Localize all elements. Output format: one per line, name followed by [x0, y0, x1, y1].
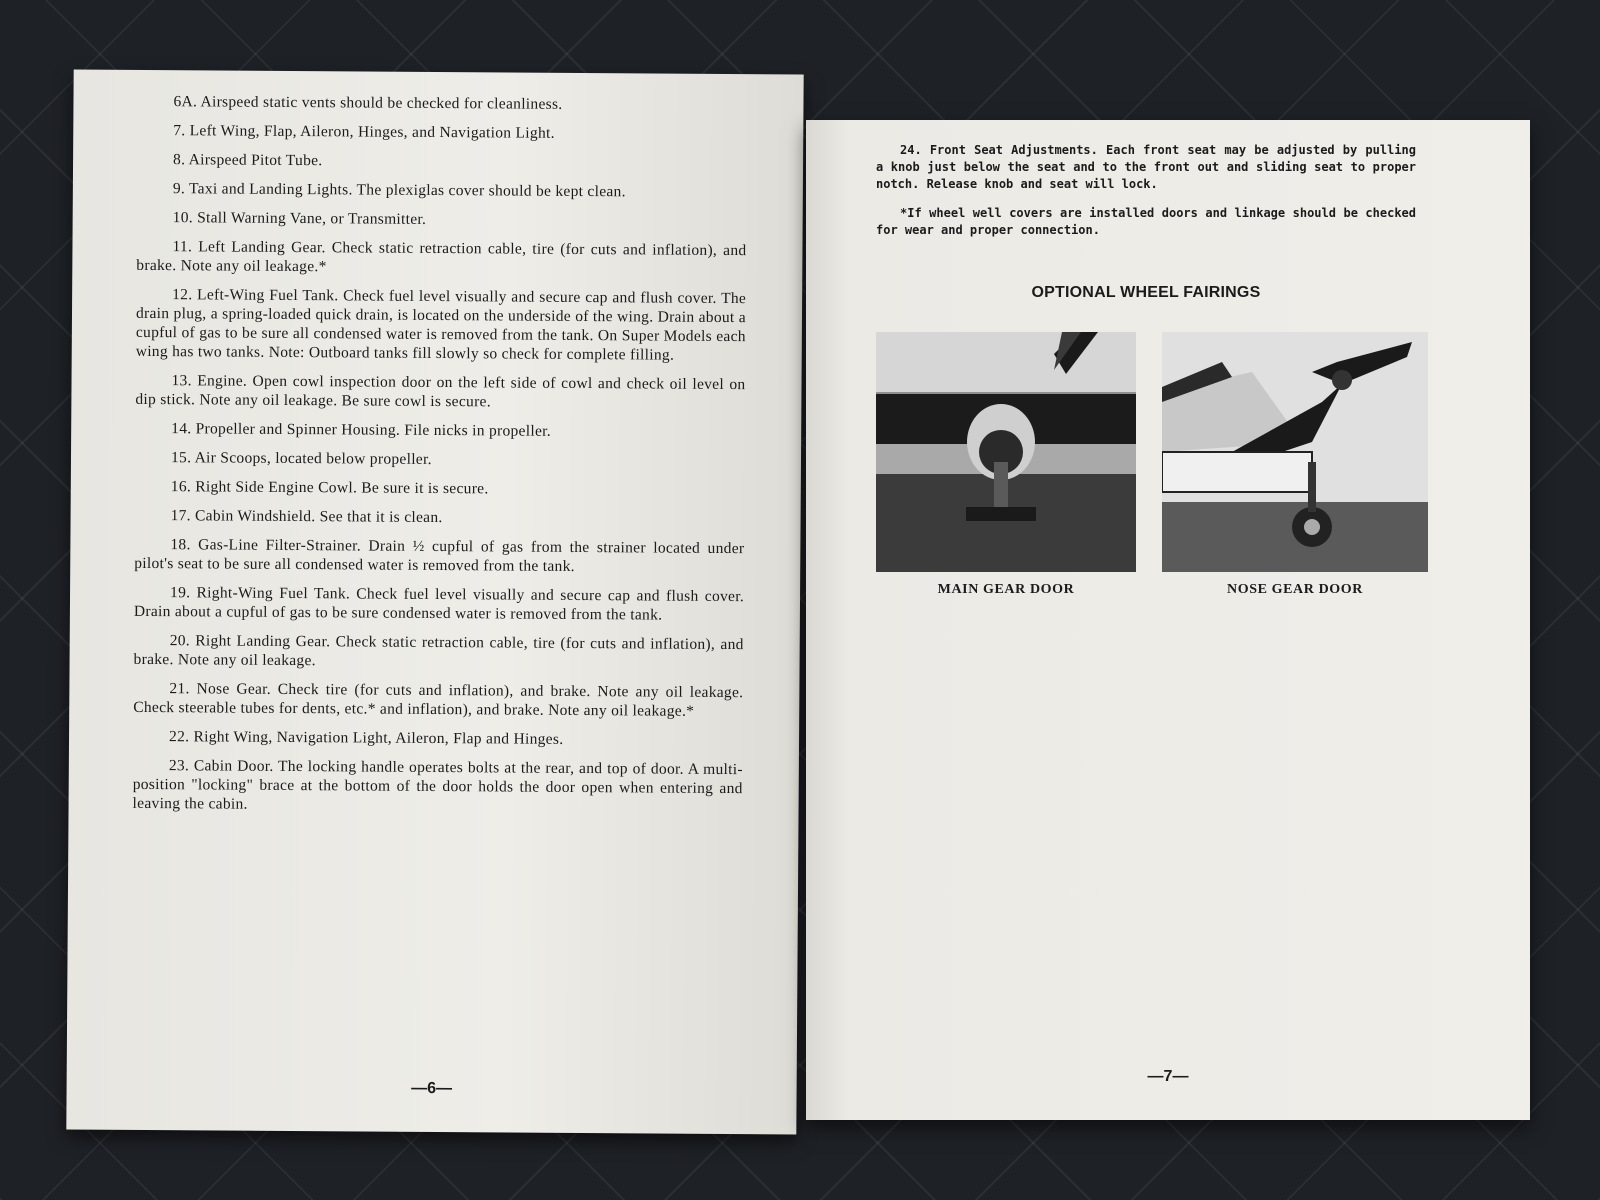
- item-22: 22. Right Wing, Navigation Light, Aileron, Flap and Hinges.: [168, 728, 564, 748]
- item-13: 13. Engine. Open cowl inspection door on the left side of cowl and check oil level on dip stick. Note any oil leakage. Be sure cowl is secure.: [135, 372, 746, 411]
- wheel-well-note: *If wheel well covers are installed doors and linkage should be checked for wear and proper connection.: [876, 206, 1416, 237]
- open-booklet: [70, 72, 1530, 1132]
- item-21: 21. Nose Gear. Check tire (for cuts and inflation), and brake. Note any oil leakage. Check steerable tubes for dents, etc.* and inflation), and brake. Note any oil leakage.*: [133, 680, 744, 720]
- item-8: 8. Airspeed Pitot Tube.: [173, 151, 323, 170]
- item-9: 9. Taxi and Landing Lights. The plexiglas cover should be kept clean.: [172, 180, 626, 201]
- item-19: 19. Right-Wing Fuel Tank. Check fuel level visually and secure cap and flush cover. Drain about a cupful of gas to be sure condensed water is removed from the tank.: [133, 584, 745, 624]
- item-10: 10. Stall Warning Vane, or Transmitter.: [172, 209, 427, 228]
- nose-gear-door-photo: [1162, 332, 1428, 572]
- item-17: 17. Cabin Windshield. See that it is clean.: [170, 507, 443, 527]
- right-page-text: [876, 142, 1416, 251]
- item-16: 16. Right Side Engine Cowl. Be sure it is secure.: [170, 478, 489, 498]
- left-page: [66, 69, 803, 1134]
- item-15: 15. Air Scoops, located below propeller.: [170, 449, 432, 468]
- page-number-6: —6—: [411, 1079, 453, 1098]
- nose-gear-door-caption: NOSE GEAR DOOR: [1227, 582, 1363, 597]
- right-page: [806, 120, 1530, 1120]
- main-gear-door-photo: [876, 332, 1136, 572]
- item-24: 24. Front Seat Adjustments. Each front seat may be adjusted by pulling a knob just below the seat and to the front out and sliding seat to proper notch. Release knob and seat will lock.: [876, 143, 1416, 191]
- item-7: 7. Left Wing, Flap, Aileron, Hinges, and Navigation Light.: [173, 122, 555, 142]
- item-11: 11. Left Landing Gear. Check static retraction cable, tire (for cuts and inflation), and brake. Note any oil leakage.*: [136, 238, 747, 276]
- item-6a: 6A. Airspeed static vents should be checked for cleanliness.: [173, 93, 563, 113]
- item-23: 23. Cabin Door. The locking handle operates bolts at the rear, and top of door. A multi-position "locking" brace at the bottom of the door holds the door open when entering and leaving the cabin.: [132, 757, 743, 813]
- item-18: 18. Gas-Line Filter-Strainer. Drain ½ cupful of gas from the strainer located under pilot's seat to be sure all condensed water is removed from the tank.: [134, 536, 745, 575]
- main-gear-door-caption: MAIN GEAR DOOR: [937, 582, 1075, 597]
- item-14: 14. Propeller and Spinner Housing. File nicks in propeller.: [171, 420, 552, 440]
- item-20: 20. Right Landing Gear. Check static retraction cable, tire (for cuts and inflation), and brake. Note any oil leakage.: [133, 632, 744, 670]
- page-number-7: —7—: [1147, 1068, 1189, 1085]
- item-12: 12. Left-Wing Fuel Tank. Check fuel level visually and secure cap and flush cover. The drain plug, a spring-loaded quick drain, is located on the underside of the wing. Drain about a cupful of gas to be sure all condensed water is removed from the tank. On Super Models each wing has two tanks. Note: Outboard tanks fill slowly so check for complete filling.: [135, 286, 747, 364]
- left-page-text: [132, 92, 747, 827]
- fairings-heading: OPTIONAL WHEEL FAIRINGS: [1031, 284, 1261, 301]
